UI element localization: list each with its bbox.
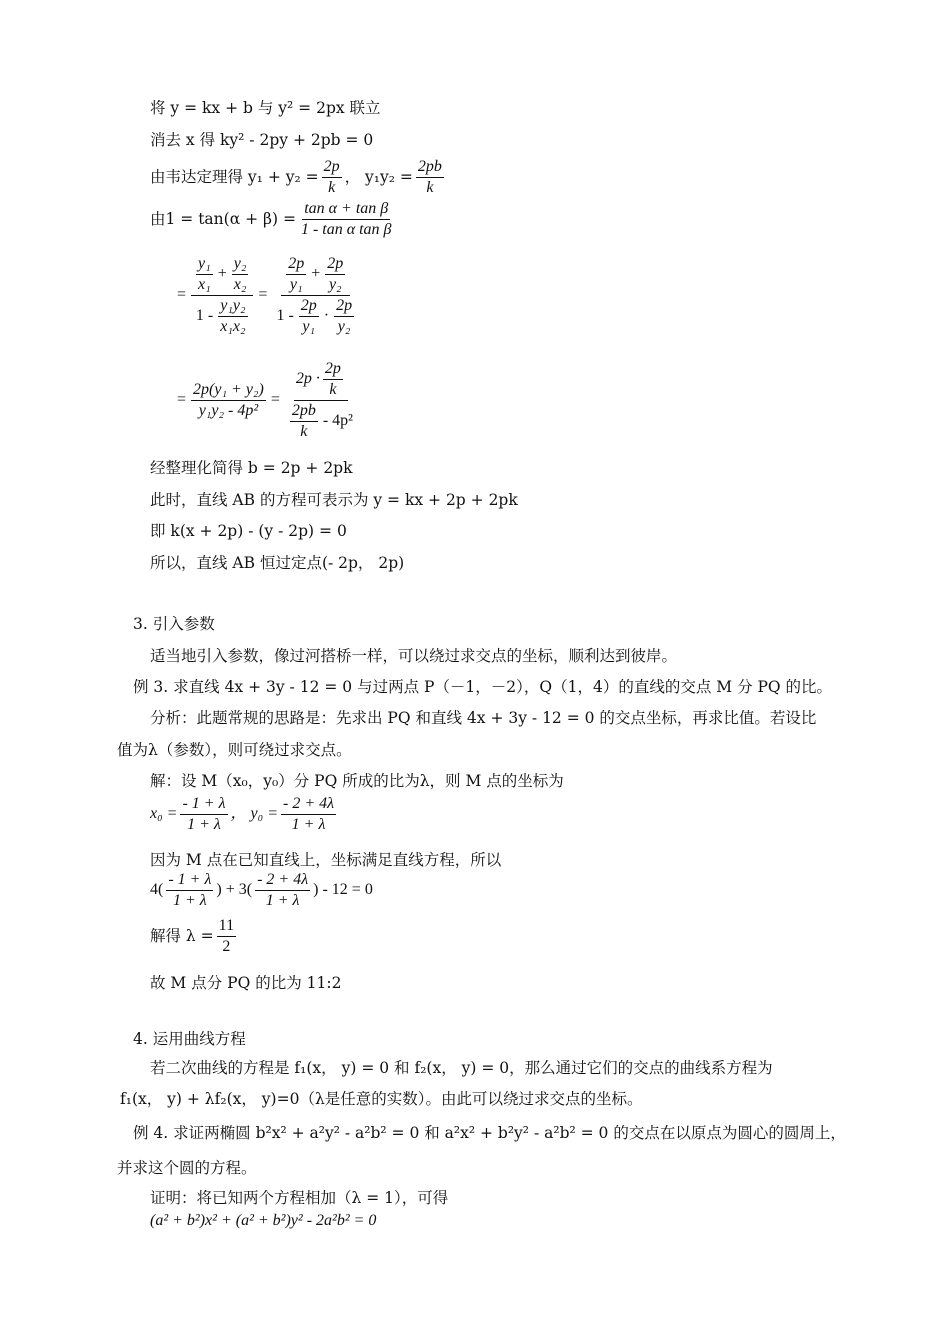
vieta-frac-sum [322, 157, 342, 198]
example-3: 例 3. 求直线 4x + 3y - 12 = 0 与过两点 P（－1，－2），Q（1，4）的直线的交点 M 分 PQ 的比。 [133, 678, 833, 696]
frac-numerator: y₁y₂ [218, 296, 247, 317]
frac-denominator: 1 + λ [291, 815, 326, 833]
solution-lambda [150, 914, 239, 958]
lambda-text: 解得 λ = [150, 927, 214, 945]
solution-line-3: 因为 M 点在已知直线上，坐标满足直线方程，所以 [150, 851, 502, 869]
line-factored: 即 k(x + 2p) - (y - 2p) = 0 [150, 522, 347, 540]
frac-numerator: - 1 + λ [166, 870, 213, 891]
tan-text: 由1 = tan(α + β) = [150, 210, 296, 228]
dot-operator: · [323, 307, 330, 324]
frac-denominator: k [300, 422, 308, 440]
frac-denominator: k [329, 380, 337, 398]
minus-four-p-squared: - 4p² [322, 412, 353, 429]
frac-numerator: - 1 + λ [180, 794, 227, 815]
section-4-intro-1: 若二次曲线的方程是 f₁(x， y) = 0 和 f₂(x， y) = 0，那么通过它们的交点的曲线系方程为 [150, 1059, 773, 1077]
x0-frac [180, 794, 227, 835]
proof-line-1: 证明：将已知两个方程相加（λ = 1），可得 [150, 1189, 449, 1207]
equals-sign: = [258, 286, 268, 303]
solution-coordinates [150, 792, 339, 836]
line-combine: 将 y = kx + b 与 y² = 2px 联立 [150, 99, 381, 117]
frac-numerator: 2pb [290, 401, 318, 422]
y0-label: ， y₀ = [230, 805, 278, 822]
frac-numerator: - 2 + 4λ [255, 870, 310, 891]
compound-fraction-line-2 [175, 352, 360, 448]
frac-numerator: 2p [299, 296, 319, 317]
compound-frac-b-denominator [272, 296, 359, 337]
minus-twelve: ) - 12 = 0 [313, 881, 373, 898]
analysis-line-1: 分析：此题常规的思路是：先求出 PQ 和直线 4x + 3y - 12 = 0 的交点坐标，再求比值。若设比 [150, 709, 817, 727]
frac-numerator: - 2 + 4λ [281, 794, 336, 815]
frac-denominator: y₂ [337, 317, 351, 335]
frac-numerator: 2p [286, 254, 306, 275]
frac-numerator: y₂ [232, 254, 249, 275]
frac-denominator: 1 + λ [172, 891, 207, 909]
frac-numerator: 2p(y₁ + y₂) [191, 380, 266, 401]
plus-three-paren: ) + 3( [216, 881, 253, 898]
frac-numerator: 2pb [416, 157, 444, 178]
frac-numerator: 2p [323, 359, 343, 380]
frac-denominator: y₁ [302, 317, 316, 335]
frac-numerator: 2p [322, 157, 342, 178]
compound-frac-a [191, 254, 253, 337]
compound-frac-a-numerator [191, 254, 253, 296]
example-4-line-2: 并求这个圆的方程。 [117, 1159, 257, 1177]
subst-frac-1 [166, 870, 213, 911]
subst-frac-2 [255, 870, 310, 911]
compound-frac-d [285, 359, 357, 442]
plus-sign: + [217, 265, 227, 282]
section-3-heading: 3. 引入参数 [133, 615, 215, 633]
frac-denominator: 1 + λ [265, 891, 300, 909]
compound-fraction-line-1 [175, 245, 362, 345]
x0-label: x₀ = [150, 805, 178, 822]
section-4-intro-2: f₁(x， y) + λf₂(x， y)=0（λ是任意的实数）。由此可以绕过求交点的坐标。 [120, 1090, 643, 1108]
two-p-times: 2p · [295, 370, 320, 387]
frac-denominator: y₂ [328, 275, 342, 293]
compound-frac-b-numerator [281, 254, 350, 296]
frac-numerator: y₁ [196, 254, 213, 275]
compound-frac-a-denominator [192, 296, 253, 337]
line-vieta [150, 155, 447, 199]
frac-numerator: 11 [217, 916, 236, 937]
plus-sign: + [311, 265, 321, 282]
line-fixed-point: 所以，直线 AB 恒过定点(- 2p， 2p) [150, 554, 405, 572]
one-minus: 1 - [195, 307, 214, 324]
compound-frac-d-denominator [285, 401, 357, 442]
four-paren: 4( [150, 881, 164, 898]
frac-denominator: x₁ [198, 275, 211, 293]
vieta-text-1: 由韦达定理得 y₁ + y₂ = [150, 168, 319, 186]
equals-sign: = [177, 286, 187, 303]
analysis-line-2: 值为λ（参数），则可绕过求交点。 [117, 741, 352, 759]
line-tan-sum [150, 197, 397, 241]
compound-frac-c [191, 380, 266, 421]
equals-sign: = [270, 391, 280, 408]
frac-denominator: x₁x₂ [220, 317, 246, 335]
frac-denominator: 1 - tan α tan β [300, 220, 392, 238]
example-4-line-1: 例 4. 求证两椭圆 b²x² + a²y² - a²b² = 0 和 a²x² + b²y² - a²b² = 0 的交点在以原点为圆心的圆周上， [133, 1124, 846, 1142]
section-4-heading: 4. 运用曲线方程 [133, 1030, 246, 1048]
section-3-intro: 适当地引入参数，像过河搭桥一样，可以绕过求交点的坐标，顺利达到彼岸。 [150, 647, 678, 665]
frac-denominator: 1 + λ [187, 815, 221, 833]
proof-line-2: (a² + b²)x² + (a² + b²)y² - 2a²b² = 0 [150, 1212, 377, 1229]
compound-frac-b [272, 254, 359, 337]
equals-sign: = [177, 391, 187, 408]
frac-numerator: 2p [325, 254, 345, 275]
solution-line-1: 解：设 M（x₀，y₀）分 PQ 所成的比为λ，则 M 点的坐标为 [150, 772, 564, 790]
frac-denominator: x₂ [233, 275, 247, 293]
y0-frac [281, 794, 336, 835]
one-minus: 1 - [276, 307, 294, 324]
frac-denominator: 2 [222, 937, 231, 955]
solution-conclusion: 故 M 点分 PQ 的比为 11:2 [150, 974, 342, 992]
line-simplify: 经整理化简得 b = 2p + 2pk [150, 459, 353, 477]
frac-numerator: tan α + tan β [302, 199, 390, 220]
line-ab-equation: 此时，直线 AB 的方程可表示为 y = kx + 2p + 2pk [150, 491, 518, 509]
frac-denominator: y₁y₂ - 4p² [198, 401, 259, 419]
vieta-text-2: ， y₁y₂ = [344, 168, 413, 186]
frac-denominator: y₁ [289, 275, 303, 293]
lambda-frac [217, 916, 236, 957]
compound-frac-d-numerator [294, 359, 348, 401]
line-eliminate-x: 消去 x 得 ky² - 2py + 2pb = 0 [150, 131, 374, 149]
frac-numerator: 2p [334, 296, 354, 317]
solution-substitution [150, 868, 373, 912]
tan-frac [299, 199, 394, 240]
vieta-frac-product [416, 157, 444, 198]
frac-denominator: k [426, 178, 434, 196]
frac-denominator: k [328, 178, 336, 196]
